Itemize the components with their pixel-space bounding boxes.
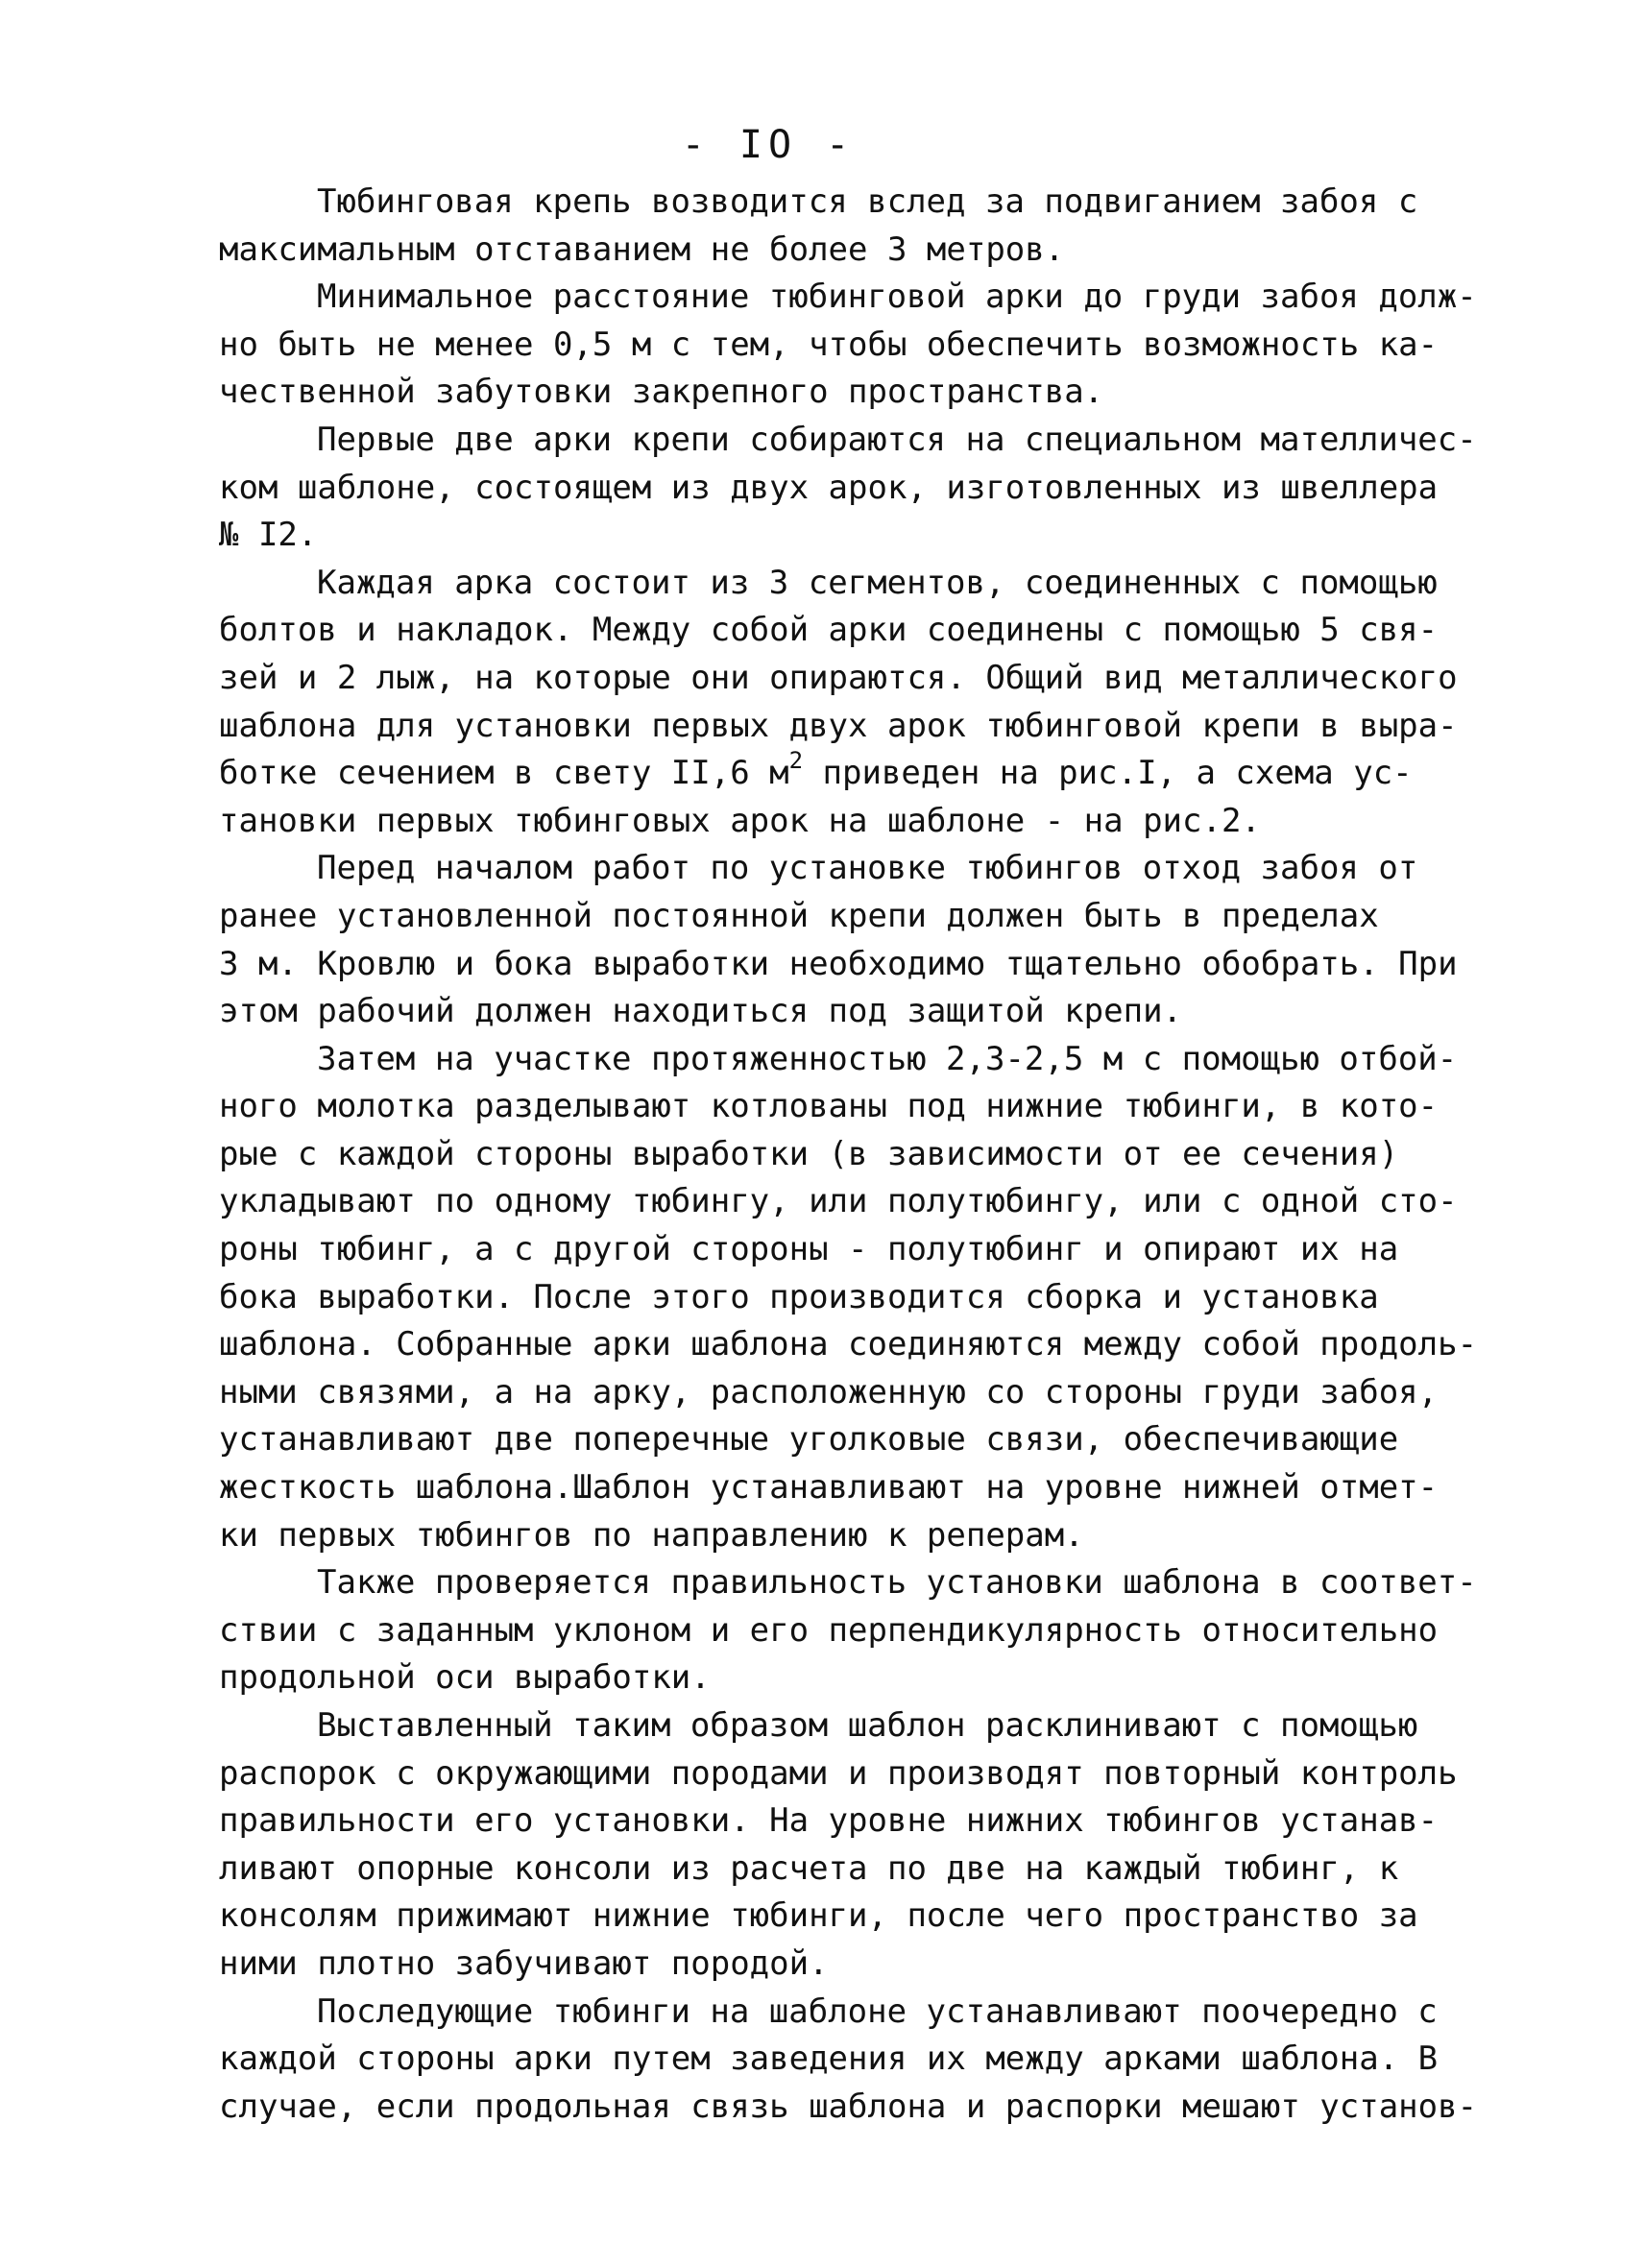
line-text: этом рабочий должен находиться под защитой крепи.	[219, 992, 1183, 1031]
text-line	[219, 1131, 1467, 1179]
line-text: № I2.	[219, 516, 318, 555]
text-line	[219, 179, 1467, 227]
line-text: Каждая арка состоит из 3 сегментов, соединенных с помощью	[317, 563, 1438, 602]
text-line	[219, 798, 1467, 846]
text-line	[219, 1036, 1467, 1084]
text-line	[219, 1274, 1467, 1322]
line-text: ными связями, а на арку, расположенную со стороны груди забоя,	[219, 1372, 1439, 1411]
text-line	[219, 1989, 1467, 2037]
text-line	[219, 1369, 1467, 1417]
line-text: роны тюбинг, а с другой стороны - полутюбинг и опирают их на	[219, 1230, 1399, 1269]
text-line	[219, 274, 1477, 322]
line-text: тановки первых тюбинговых арок на шаблоне - на рис.2.	[219, 801, 1261, 840]
text-line	[219, 1464, 1467, 1512]
line-text: шаблона для установки первых двух арок тюбинговой крепи в выра-	[219, 706, 1458, 745]
line-text: максимальным отставанием не более 3 метров.	[219, 229, 1065, 269]
line-text: чественной забутовки закрепного пространства.	[219, 373, 1104, 412]
line-text: ного молотка разделывают котлованы под нижние тюбинги, в кото-	[219, 1087, 1439, 1126]
text-line	[219, 607, 1467, 655]
text-line	[219, 560, 1467, 608]
line-text: ранее установленной постоянной крепи должен быть в пределах	[219, 896, 1379, 935]
line-text: каждой стороны арки путем заведения их между арками шаблона. В	[219, 2039, 1439, 2079]
line-text: случае, если продольная связь шаблона и распорки мешают установ-	[219, 2087, 1478, 2126]
line-text: Первые две арки крепи собираются на специальном мателличес-	[317, 420, 1477, 459]
text-line	[219, 1559, 1477, 1607]
line-text: Последующие тюбинги на шаблоне устанавливают поочередно с	[317, 1991, 1438, 2031]
line-text: Выставленный таким образом шаблон расклинивают с помощью	[317, 1706, 1418, 1745]
line-text: зей и 2 лыж, на которые они опираются. Общий вид металлического	[219, 658, 1458, 697]
text-line	[219, 1178, 1467, 1226]
line-text: 3 м. Кровлю и бока выработки необходимо тщательно обобрать. При	[219, 944, 1458, 983]
line-text: Также проверяется правильность установки шаблона в соответ-	[317, 1563, 1477, 1603]
line-text: жесткость шаблона.Шаблон устанавливают на уровне нижней отмет-	[219, 1468, 1439, 1508]
line-text: бока выработки. После этого производится сборка и установка	[219, 1277, 1379, 1316]
text-line	[219, 1512, 1467, 1560]
text-line	[219, 2036, 1467, 2084]
text-line	[219, 465, 1467, 513]
text-line	[219, 322, 1467, 370]
line-text: ки первых тюбингов по направлению к реперам.	[219, 1515, 1084, 1555]
line-text: рые с каждой стороны выработки (в зависимости от ее сечения)	[219, 1134, 1399, 1173]
line-text: Затем на участке протяженностью 2,3-2,5 м с помощью отбой-	[317, 1039, 1458, 1078]
line-text: ливают опорные консоли из расчета по две на каждый тюбинг, к	[219, 1848, 1399, 1888]
line-text: продольной оси выработки.	[219, 1658, 711, 1698]
text-line	[219, 893, 1467, 941]
text-line	[219, 1798, 1467, 1846]
text-line	[219, 369, 1467, 417]
line-text: правильности его установки. На уровне нижних тюбингов устанав-	[219, 1801, 1439, 1841]
line-text: болтов и накладок. Между собой арки соединены с помощью 5 свя-	[219, 611, 1439, 650]
line-text: но быть не менее 0,5 м с тем, чтобы обеспечить возможность ка-	[219, 325, 1439, 364]
line-text: ними плотно забучивают породой.	[219, 1943, 829, 1983]
text-line	[219, 1893, 1467, 1941]
text-line	[219, 655, 1467, 703]
text-line	[219, 988, 1467, 1036]
line-text-after: приведен на рис.I, а схема ус-	[803, 754, 1413, 793]
line-text: укладывают по одному тюбингу, или полутюбингу, или с одной сто-	[219, 1182, 1458, 1221]
line-text: консолям прижимают нижние тюбинги, после чего пространство за	[219, 1896, 1418, 1936]
text-line	[219, 1941, 1467, 1989]
line-text: шаблона. Собранные арки шаблона соединяются между собой продоль-	[219, 1325, 1478, 1364]
text-line	[219, 1750, 1467, 1798]
text-line	[219, 845, 1467, 893]
text-line	[219, 1321, 1478, 1369]
text-line	[219, 941, 1467, 989]
line-text: Тюбинговая крепь возводится вслед за подвиганием забоя с	[317, 182, 1418, 221]
text-line	[219, 1702, 1467, 1750]
text-line	[219, 746, 1467, 798]
line-text: Минимальное расстояние тюбинговой арки до груди забоя долж-	[317, 277, 1477, 317]
line-text: устанавливают две поперечные уголковые связи, обеспечивающие	[219, 1420, 1399, 1460]
text-line	[219, 1083, 1467, 1131]
body-text	[219, 179, 1478, 2131]
line-text: распорок с окружающими породами и производят повторный контроль	[219, 1753, 1458, 1793]
line-text: ствии с заданным уклоном и его перпендикулярность относительно	[219, 1610, 1439, 1650]
line-text: ком шаблоне, состоящем из двух арок, изготовленных из швеллера	[219, 468, 1439, 507]
text-line	[219, 1416, 1467, 1464]
text-line	[219, 2084, 1478, 2132]
text-line	[219, 227, 1467, 275]
text-line	[219, 1607, 1467, 1655]
line-text: ботке сечением в свету II,6 м	[219, 754, 789, 793]
line-text: Перед началом работ по установке тюбингов отход забоя от	[317, 849, 1418, 888]
text-line	[219, 1654, 1467, 1702]
superscript: 2	[788, 746, 804, 774]
page-number: - IO -	[681, 123, 856, 167]
text-line	[219, 1226, 1467, 1274]
text-line	[219, 512, 1467, 560]
text-line	[219, 703, 1467, 751]
text-line	[219, 417, 1477, 465]
text-line	[219, 1846, 1467, 1894]
